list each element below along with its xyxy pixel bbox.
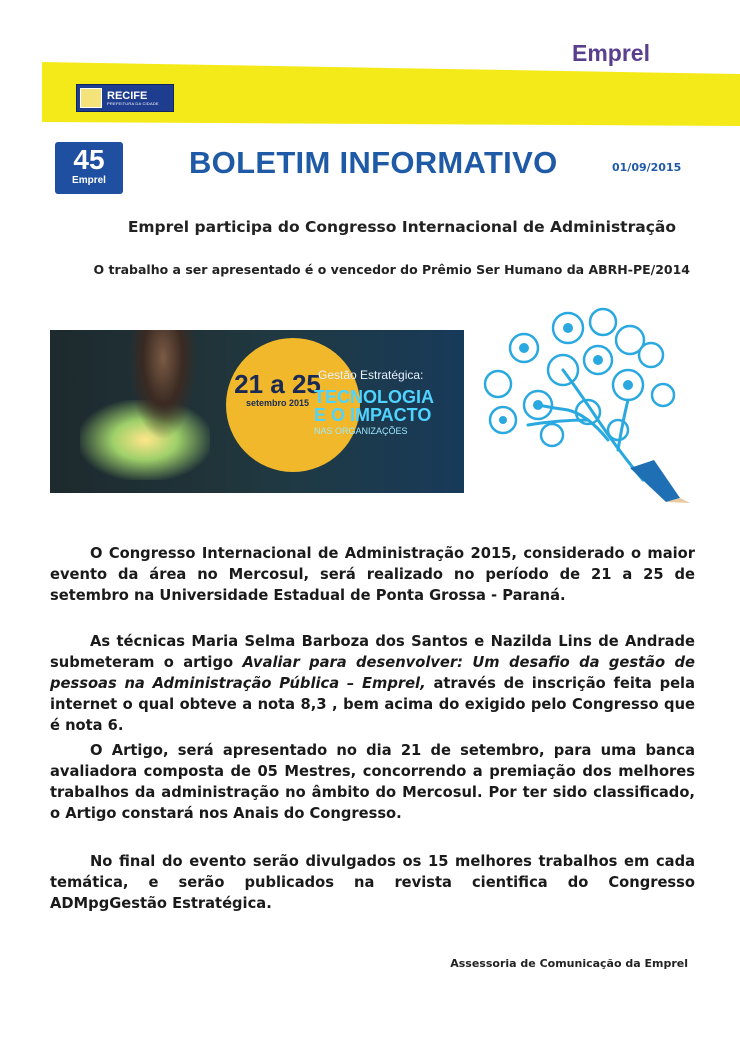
emprel-logo: Emprel: [572, 40, 650, 66]
paragraph-3-text: O Artigo, será apresentado no dia 21 de setembro, para uma banca avaliadora composta de 05 Mestres, concorrendo a premiação dos melhores trabalhos da administração no âmbito do Mercosul. Por ter sido classificado, o Artigo constará nos Anais do Congresso.: [50, 742, 695, 822]
recife-logo-sub: PREFEITURA DA CIDADE: [107, 100, 159, 106]
banner-dates-small: setembro 2015: [245, 398, 310, 408]
anniversary-brand: Emprel: [72, 175, 106, 186]
banner-organizacoes-text: NAS ORGANIZAÇÕES: [314, 426, 408, 436]
congress-banner-image: [50, 330, 464, 493]
banner-impacto: E O IMPACTO: [314, 405, 432, 425]
yellow-header-band: [0, 0, 740, 140]
article-title-italic: Avaliar para desenvolver: Um desafio da gestão de pessoas na Administração Pública – Emprel,: [50, 654, 695, 692]
pencil-tree-illustration: [468, 300, 698, 505]
paragraph-1-text: O Congresso Internacional de Administração 2015, considerado o maior evento da área no Mercosul, será realizado no período de 21 a 25 de setembro na Universidade Estadual de Ponta Grossa - Paraná.: [50, 545, 695, 604]
banner-dates-big: 21 a 25: [234, 369, 321, 399]
bulletin-date: 01/09/2015: [612, 161, 682, 174]
paragraph-3: [50, 740, 695, 824]
banner-dates: [230, 370, 325, 408]
paragraph-2: [50, 631, 695, 736]
paragraph-2-text-after: através de inscrição feita pela internet o qual obteve a nota 8,3 , bem acima do exigido pelo Congresso que é nota 6.: [50, 675, 695, 734]
banner-tecnologia: TECNOLOGIA: [314, 387, 434, 407]
paragraph-4-text: No final do evento serão divulgados os 15 melhores trabalhos em cada temática, e serão publicados na revista cientifica do Congresso ADMpgGestão Estratégica.: [50, 853, 695, 912]
article-headline: Emprel participa do Congresso Internacional de Administração: [127, 218, 676, 236]
article-subheadline: O trabalho a ser apresentado é o vencedor do Prêmio Ser Humano da ABRH-PE/2014: [93, 262, 690, 277]
recife-prefeitura-logo: [76, 84, 174, 112]
recife-logo-name: RECIFE: [107, 89, 148, 102]
bulletin-title: BOLETIM INFORMATIVO: [189, 145, 558, 180]
anniversary-logo: [55, 142, 123, 194]
banner-gestao-text: Gestão Estratégica:: [318, 368, 424, 382]
anniversary-number: 45: [73, 144, 105, 175]
footer-credit: Assessoria de Comunicação da Emprel: [450, 957, 688, 970]
banner-person-silhouette: [128, 330, 198, 440]
paragraph-4: [50, 851, 695, 914]
paragraph-1: [50, 543, 695, 606]
recife-crest-icon: [80, 88, 102, 108]
banner-tech-text: [314, 388, 434, 424]
paragraph-2-text-before: As técnicas Maria Selma Barboza dos Santos e Nazilda Lins de Andrade submeteram o artigo: [50, 633, 695, 671]
